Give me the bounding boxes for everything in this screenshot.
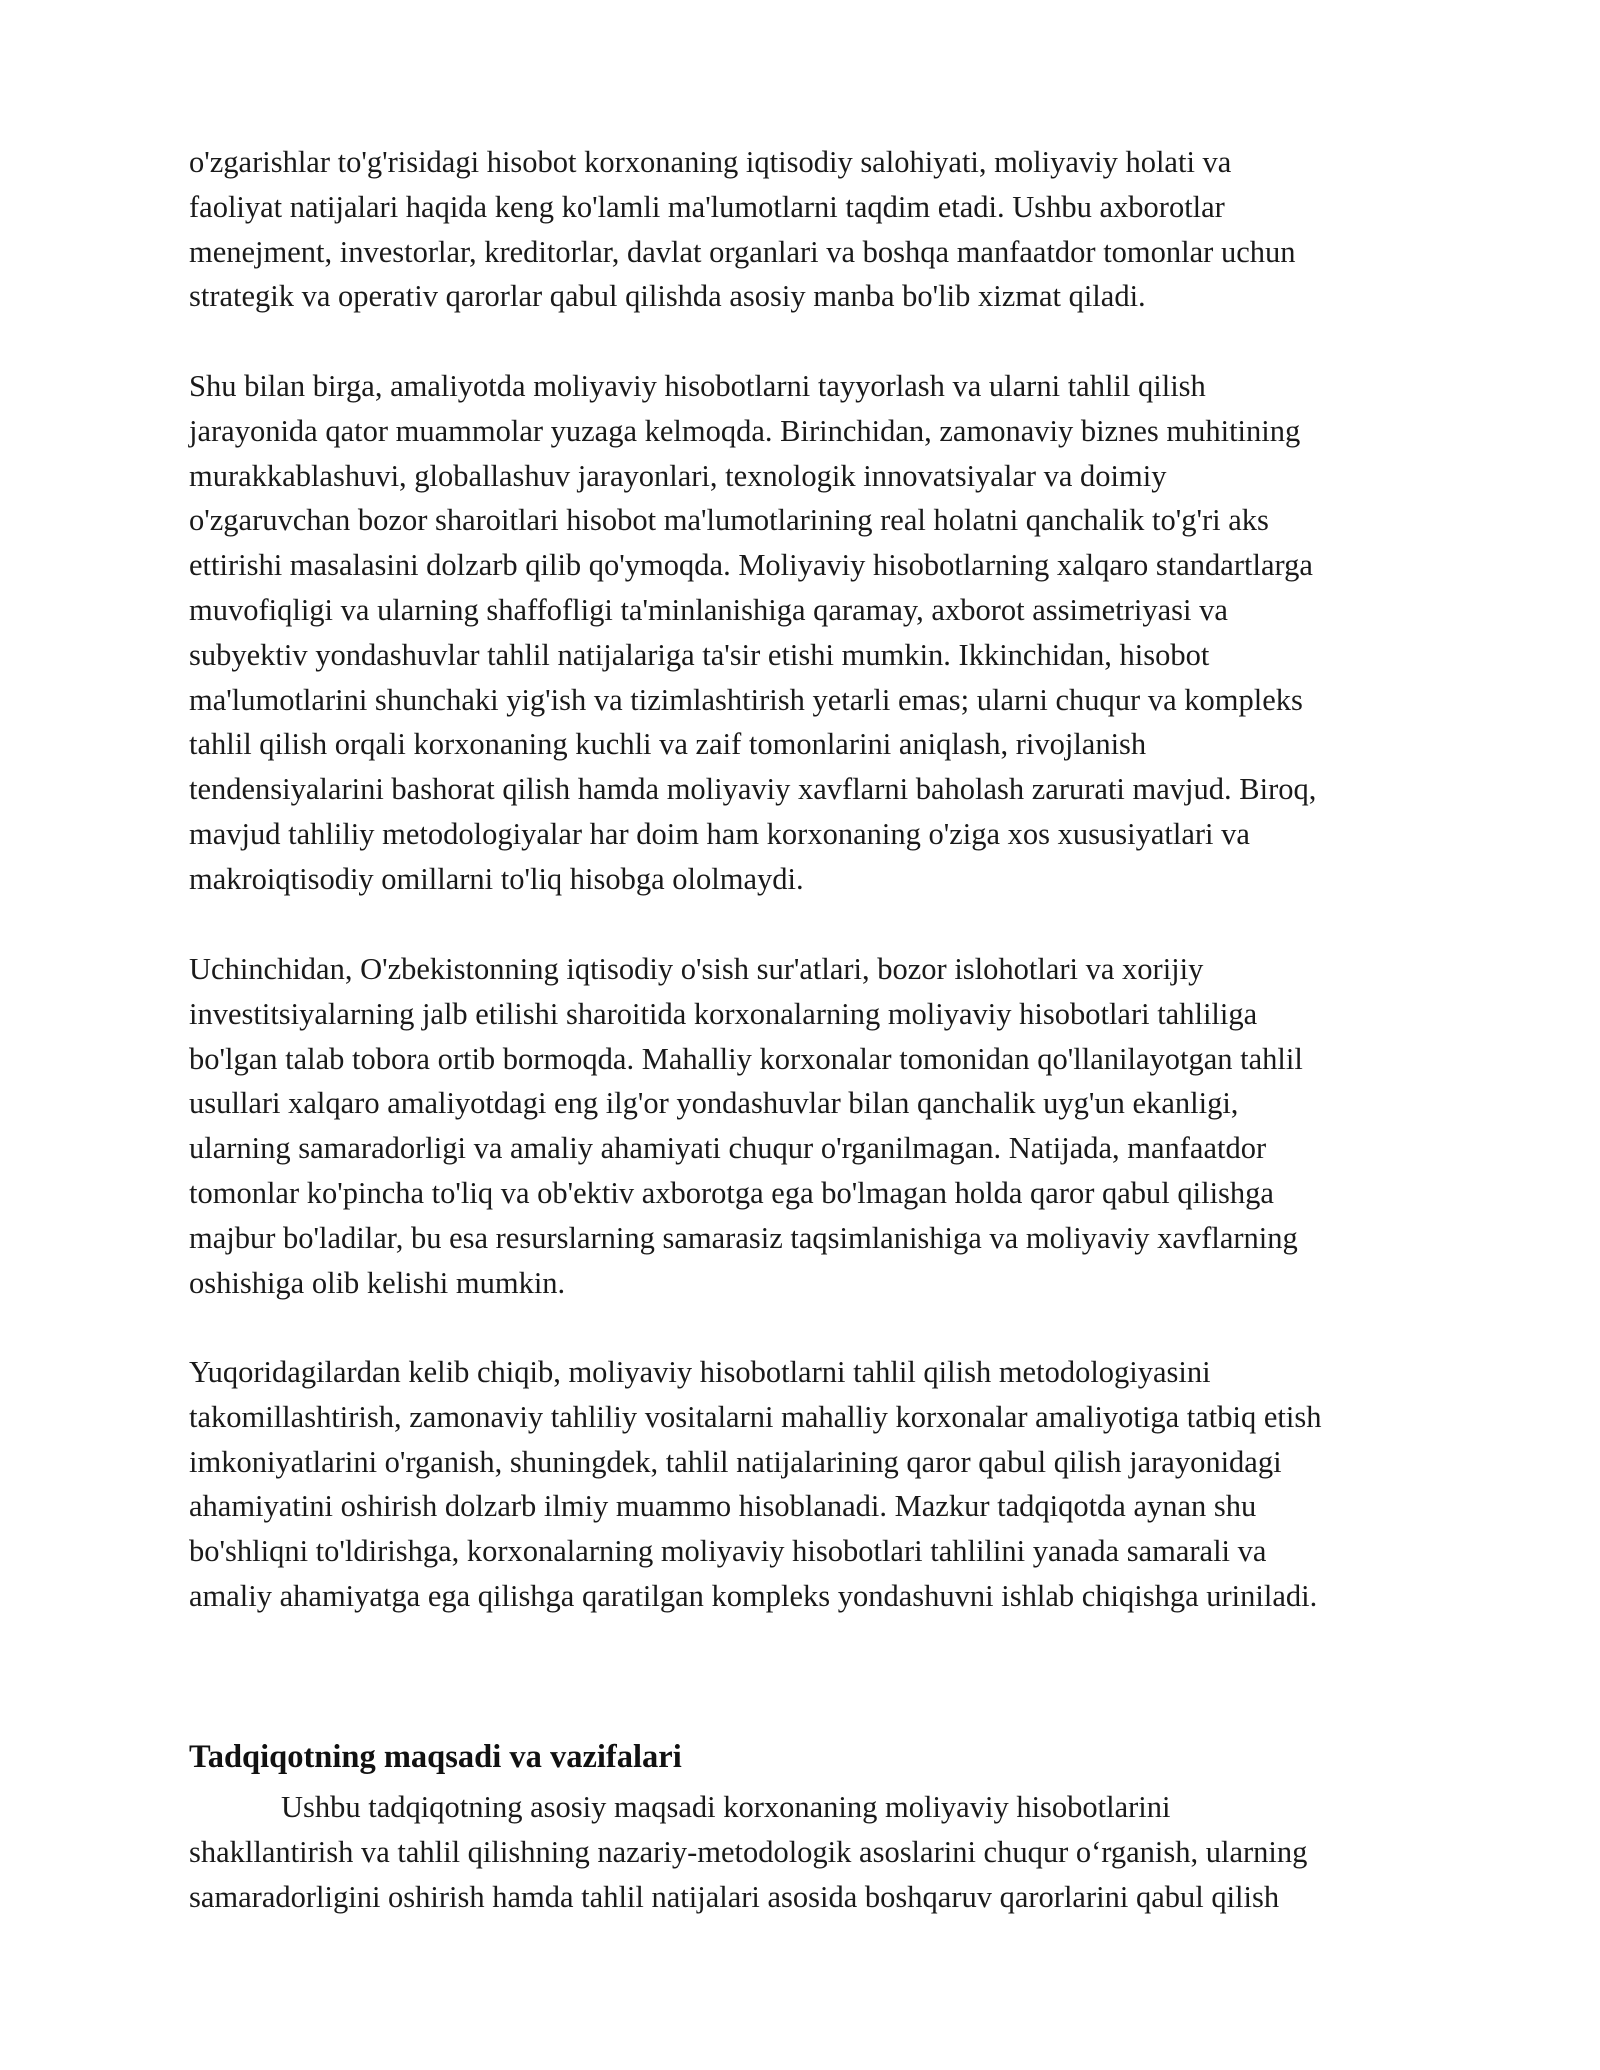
text-line: ahamiyatini oshirish dolzarb ilmiy muammo hisoblanadi. Mazkur tadqiqotda aynan shu bbox=[189, 1489, 1257, 1524]
text-line: mavjud tahliliy metodologiyalar har doim ham korxonaning o'ziga xos xususiyatlari va bbox=[189, 816, 1250, 851]
text-line: ma'lumotlarini shunchaki yig'ish va tizimlashtirish yetarli emas; ularni chuqur va kompleks bbox=[189, 682, 1303, 717]
text-line: Shu bilan birga, amaliyotda moliyaviy hisobotlarni tayyorlash va ularni tahlil qilish bbox=[189, 369, 1206, 403]
text-line: jarayonida qator muammolar yuzaga kelmoqda. Birinchidan, zamonaviy biznes muhitining bbox=[189, 413, 1301, 448]
text-line: tendensiyalarini bashorat qilish hamda moliyaviy xavflarni baholash zarurati mavjud. Biroq, bbox=[189, 772, 1317, 807]
text-line: bo'shliqni to'ldirishga, korxonalarning moliyaviy hisobotlari tahlilini yanada samarali va bbox=[189, 1534, 1267, 1569]
text-line: usullari xalqaro amaliyotdagi eng ilg'or yondashuvlar bilan qanchalik uyg'un ekanligi, bbox=[189, 1086, 1239, 1121]
text-line: samaradorligini oshirish hamda tahlil natijalari asosida boshqaruv qarorlarini qabul qilish bbox=[189, 1879, 1280, 1914]
text-line: bo'lgan talab tobora ortib bormoqda. Mahalliy korxonalar tomonidan qo'llanilayotgan tahlil bbox=[189, 1041, 1303, 1076]
text-line: investitsiyalarning jalb etilishi sharoitida korxonalarning moliyaviy hisobotlari tahliliga bbox=[189, 996, 1258, 1031]
section-heading: Tadqiqotning maqsadi va vazifalari bbox=[189, 1738, 682, 1775]
text-line: Uchinchidan, O'zbekistonning iqtisodiy o'sish sur'atlari, bozor islohotlari va xorijiy bbox=[189, 952, 1204, 986]
text-line: takomillashtirish, zamonaviy tahliliy vositalarni mahalliy korxonalar amaliyotiga tatbiq etish bbox=[189, 1399, 1322, 1434]
text-line: shakllantirish va tahlil qilishning nazariy-metodologik asoslarini chuqur o‘rganish, ularning bbox=[189, 1834, 1308, 1869]
text-line: o'zgaruvchan bozor sharoitlari hisobot ma'lumotlarining real holatni qanchalik to'g'ri aks bbox=[189, 503, 1269, 538]
body-paragraph bbox=[189, 947, 1479, 1305]
text-line: menejment, investorlar, kreditorlar, davlat organlari va boshqa manfaatdor tomonlar uchun bbox=[189, 234, 1296, 269]
text-line: majbur bo'ladilar, bu esa resurslarning samarasiz taqsimlanishiga va moliyaviy xavflarning bbox=[189, 1220, 1298, 1255]
section-paragraph bbox=[189, 1785, 1479, 1919]
text-line: o'zgarishlar to'g'risidagi hisobot korxonaning iqtisodiy salohiyati, moliyaviy holati va bbox=[189, 145, 1232, 179]
text-line: strategik va operativ qarorlar qabul qilishda asosiy manba bo'lib xizmat qiladi. bbox=[189, 279, 1146, 314]
text-line: murakkablashuvi, globallashuv jarayonlari, texnologik innovatsiyalar va doimiy bbox=[189, 458, 1167, 493]
text-line: subyektiv yondashuvlar tahlil natijalariga ta'sir etishi mumkin. Ikkinchidan, hisobot bbox=[189, 637, 1210, 672]
text-line: oshishiga olib kelishi mumkin. bbox=[189, 1265, 566, 1300]
text-line: muvofiqligi va ularning shaffofligi ta'minlanishiga qaramay, axborot assimetriyasi va bbox=[189, 592, 1228, 627]
text-line: tomonlar ko'pincha to'liq va ob'ektiv axborotga ega bo'lmagan holda qaror qabul qilishga bbox=[189, 1175, 1274, 1210]
text-line: ularning samaradorligi va amaliy ahamiyati chuqur o'rganilmagan. Natijada, manfaatdor bbox=[189, 1131, 1267, 1166]
text-line: makroiqtisodiy omillarni to'liq hisobga ololmaydi. bbox=[189, 861, 804, 896]
text-line: faoliyat natijalari haqida keng ko'lamli ma'lumotlarni taqdim etadi. Ushbu axborotlar bbox=[189, 189, 1225, 224]
text-line: amaliy ahamiyatga ega qilishga qaratilgan kompleks yondashuvni ishlab chiqishga uriniladi. bbox=[189, 1578, 1318, 1613]
body-paragraph bbox=[189, 364, 1479, 902]
text-line: imkoniyatlarini o'rganish, shuningdek, tahlil natijalarining qaror qabul qilish jarayonidagi bbox=[189, 1444, 1282, 1479]
text-line: Ushbu tadqiqotning asosiy maqsadi korxonaning moliyaviy hisobotlarini bbox=[281, 1790, 1171, 1824]
text-line: ettirishi masalasini dolzarb qilib qo'ymoqda. Moliyaviy hisobotlarning xalqaro standartlarga bbox=[189, 548, 1313, 583]
body-paragraph bbox=[189, 140, 1479, 319]
text-line: Yuqoridagilardan kelib chiqib, moliyaviy hisobotlarni tahlil qilish metodologiyasini bbox=[189, 1355, 1211, 1389]
text-line: tahlil qilish orqali korxonaning kuchli va zaif tomonlarini aniqlash, rivojlanish bbox=[189, 727, 1147, 762]
body-paragraph bbox=[189, 1350, 1479, 1619]
